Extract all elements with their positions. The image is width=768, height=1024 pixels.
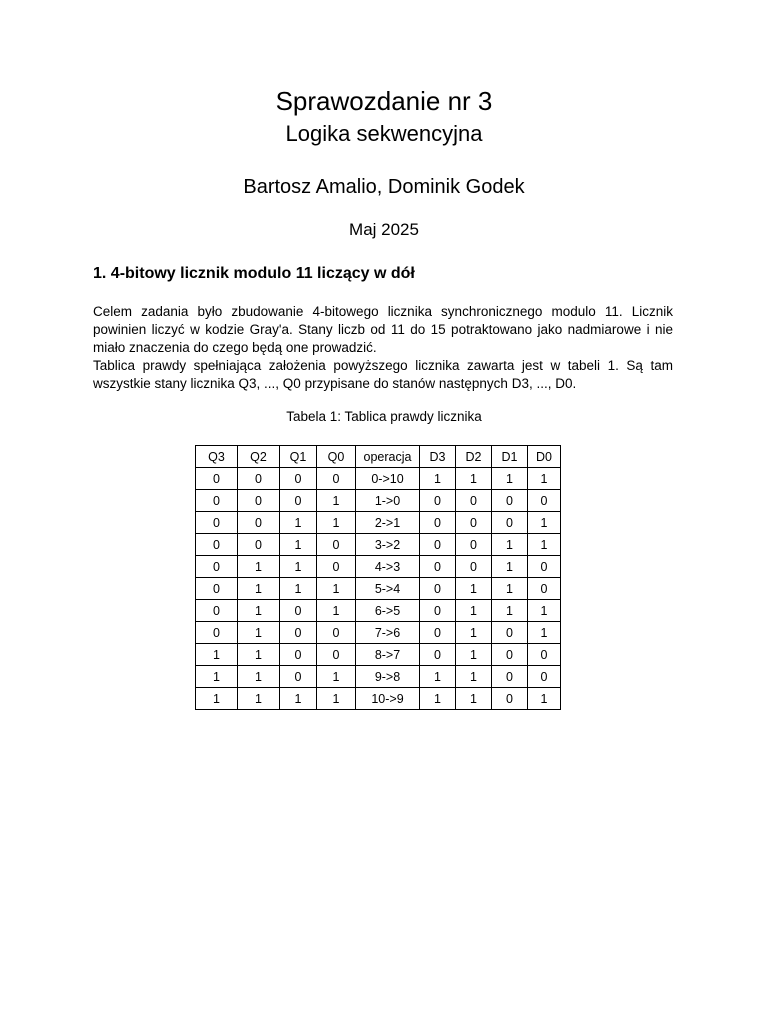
table-cell: 1	[456, 666, 492, 688]
table-cell: 1	[456, 622, 492, 644]
table-cell: 0	[420, 512, 456, 534]
table-cell: 0	[196, 534, 238, 556]
document-date: Maj 2025	[349, 220, 419, 239]
table-cell: 0	[238, 468, 280, 490]
table-header-cell: D2	[456, 446, 492, 468]
table-row	[196, 490, 561, 512]
table-row	[196, 534, 561, 556]
table-cell: 1	[492, 534, 528, 556]
table-cell: 1	[528, 468, 561, 490]
table-header-cell: D0	[528, 446, 561, 468]
table-cell: 1	[196, 688, 238, 710]
table-cell: 0	[420, 556, 456, 578]
table-cell: 1	[420, 688, 456, 710]
table-cell: 0	[492, 644, 528, 666]
table-cell: 0	[420, 644, 456, 666]
table-cell: 4->3	[356, 556, 420, 578]
table-cell: 0	[280, 600, 317, 622]
table-cell: 1	[456, 644, 492, 666]
table-cell: 1	[238, 578, 280, 600]
table-cell: 0	[238, 534, 280, 556]
table-cell: 0	[528, 666, 561, 688]
table-cell: 10->9	[356, 688, 420, 710]
table-cell: 0	[196, 556, 238, 578]
table-cell: 7->6	[356, 622, 420, 644]
table-cell: 1	[317, 490, 356, 512]
table-cell: 1	[280, 688, 317, 710]
table-cell: 0	[420, 578, 456, 600]
table-cell: 0	[492, 622, 528, 644]
table-cell: 0	[528, 556, 561, 578]
table-row	[196, 556, 561, 578]
table-cell: 0	[420, 600, 456, 622]
table-cell: 1	[492, 468, 528, 490]
table-cell: 0	[280, 622, 317, 644]
table-header-cell: Q2	[238, 446, 280, 468]
table-cell: 1->0	[356, 490, 420, 512]
table-cell: 0	[492, 490, 528, 512]
table-cell: 0	[196, 512, 238, 534]
table-cell: 0	[528, 490, 561, 512]
table-header-cell: D3	[420, 446, 456, 468]
table-cell: 1	[492, 556, 528, 578]
table-cell: 0	[456, 490, 492, 512]
table-cell: 1	[317, 600, 356, 622]
table-cell: 0	[196, 490, 238, 512]
table-cell: 0	[196, 578, 238, 600]
table-row	[196, 578, 561, 600]
table-header-cell: operacja	[356, 446, 420, 468]
paragraph-table-intro: Tablica prawdy spełniająca założenia powyższego licznika zawarta jest w tabeli 1. Są tam wszystkie stany licznika Q3, ..., Q0 przypisane do stanów następnych D3, ..., D0.	[93, 358, 673, 391]
table-cell: 3->2	[356, 534, 420, 556]
table-cell: 1	[238, 666, 280, 688]
table-cell: 0	[317, 534, 356, 556]
table-row	[196, 644, 561, 666]
table-row	[196, 600, 561, 622]
document-subtitle: Logika sekwencyjna	[285, 121, 483, 146]
table-cell: 0	[317, 556, 356, 578]
table-cell: 0	[420, 490, 456, 512]
table-caption: Tabela 1: Tablica prawdy licznika	[286, 409, 482, 424]
table-cell: 0	[492, 666, 528, 688]
table-header-cell: Q3	[196, 446, 238, 468]
table-cell: 1	[420, 468, 456, 490]
table-row	[196, 512, 561, 534]
table-body	[196, 468, 561, 710]
table-cell: 1	[317, 578, 356, 600]
table-cell: 1	[528, 512, 561, 534]
table-cell: 0	[280, 468, 317, 490]
table-cell: 0	[196, 600, 238, 622]
table-cell: 1	[280, 578, 317, 600]
table-row	[196, 666, 561, 688]
table-cell: 1	[456, 600, 492, 622]
table-row	[196, 468, 561, 490]
table-cell: 1	[492, 578, 528, 600]
table-cell: 1	[456, 578, 492, 600]
table-cell: 0	[196, 622, 238, 644]
table-cell: 1	[280, 556, 317, 578]
table-cell: 0	[238, 512, 280, 534]
table-cell: 0	[456, 512, 492, 534]
table-cell: 0	[492, 688, 528, 710]
table-cell: 1	[238, 600, 280, 622]
table-cell: 0->10	[356, 468, 420, 490]
table-cell: 2->1	[356, 512, 420, 534]
table-cell: 1	[238, 556, 280, 578]
table-cell: 1	[528, 688, 561, 710]
table-cell: 0	[456, 534, 492, 556]
table-cell: 0	[238, 490, 280, 512]
table-cell: 1	[456, 468, 492, 490]
section-heading: 1. 4-bitowy licznik modulo 11 liczący w dół	[93, 265, 415, 282]
table-header-cell: Q0	[317, 446, 356, 468]
table-header-row	[196, 446, 561, 468]
table-cell: 0	[420, 622, 456, 644]
table-cell: 0	[280, 490, 317, 512]
table-cell: 6->5	[356, 600, 420, 622]
table-cell: 1	[280, 512, 317, 534]
table-cell: 1	[317, 512, 356, 534]
table-cell: 1	[238, 688, 280, 710]
table-cell: 1	[528, 600, 561, 622]
paragraph-goal: Celem zadania było zbudowanie 4-bitowego licznika synchronicznego modulo 11. Licznik powinien liczyć w kodzie Gray'a. Stany liczb od 11 do 15 potraktowano jako nadmiarowe i nie miało znaczenia do czego będą one prowadzić.	[93, 304, 673, 355]
table-cell: 0	[280, 666, 317, 688]
table-cell: 0	[317, 644, 356, 666]
table-cell: 0	[492, 512, 528, 534]
table-cell: 0	[280, 644, 317, 666]
table-cell: 0	[317, 622, 356, 644]
document-authors: Bartosz Amalio, Dominik Godek	[243, 176, 525, 198]
table-cell: 1	[196, 666, 238, 688]
table-cell: 1	[317, 666, 356, 688]
document-title: Sprawozdanie nr 3	[275, 86, 493, 116]
table-row	[196, 688, 561, 710]
table-cell: 9->8	[356, 666, 420, 688]
table-cell: 0	[528, 578, 561, 600]
table-header-cell: Q1	[280, 446, 317, 468]
table-row	[196, 622, 561, 644]
table-cell: 0	[196, 468, 238, 490]
table-cell: 1	[238, 622, 280, 644]
table-cell: 1	[492, 600, 528, 622]
table-cell: 1	[456, 688, 492, 710]
table-cell: 0	[317, 468, 356, 490]
table-cell: 0	[528, 644, 561, 666]
table-cell: 1	[528, 534, 561, 556]
truth-table	[195, 445, 561, 710]
table-cell: 0	[420, 534, 456, 556]
table-cell: 1	[196, 644, 238, 666]
table-cell: 1	[420, 666, 456, 688]
table-cell: 1	[317, 688, 356, 710]
table-cell: 0	[456, 556, 492, 578]
table-cell: 8->7	[356, 644, 420, 666]
table-cell: 1	[528, 622, 561, 644]
table-header-cell: D1	[492, 446, 528, 468]
table-cell: 1	[238, 644, 280, 666]
table-cell: 5->4	[356, 578, 420, 600]
table-cell: 1	[280, 534, 317, 556]
